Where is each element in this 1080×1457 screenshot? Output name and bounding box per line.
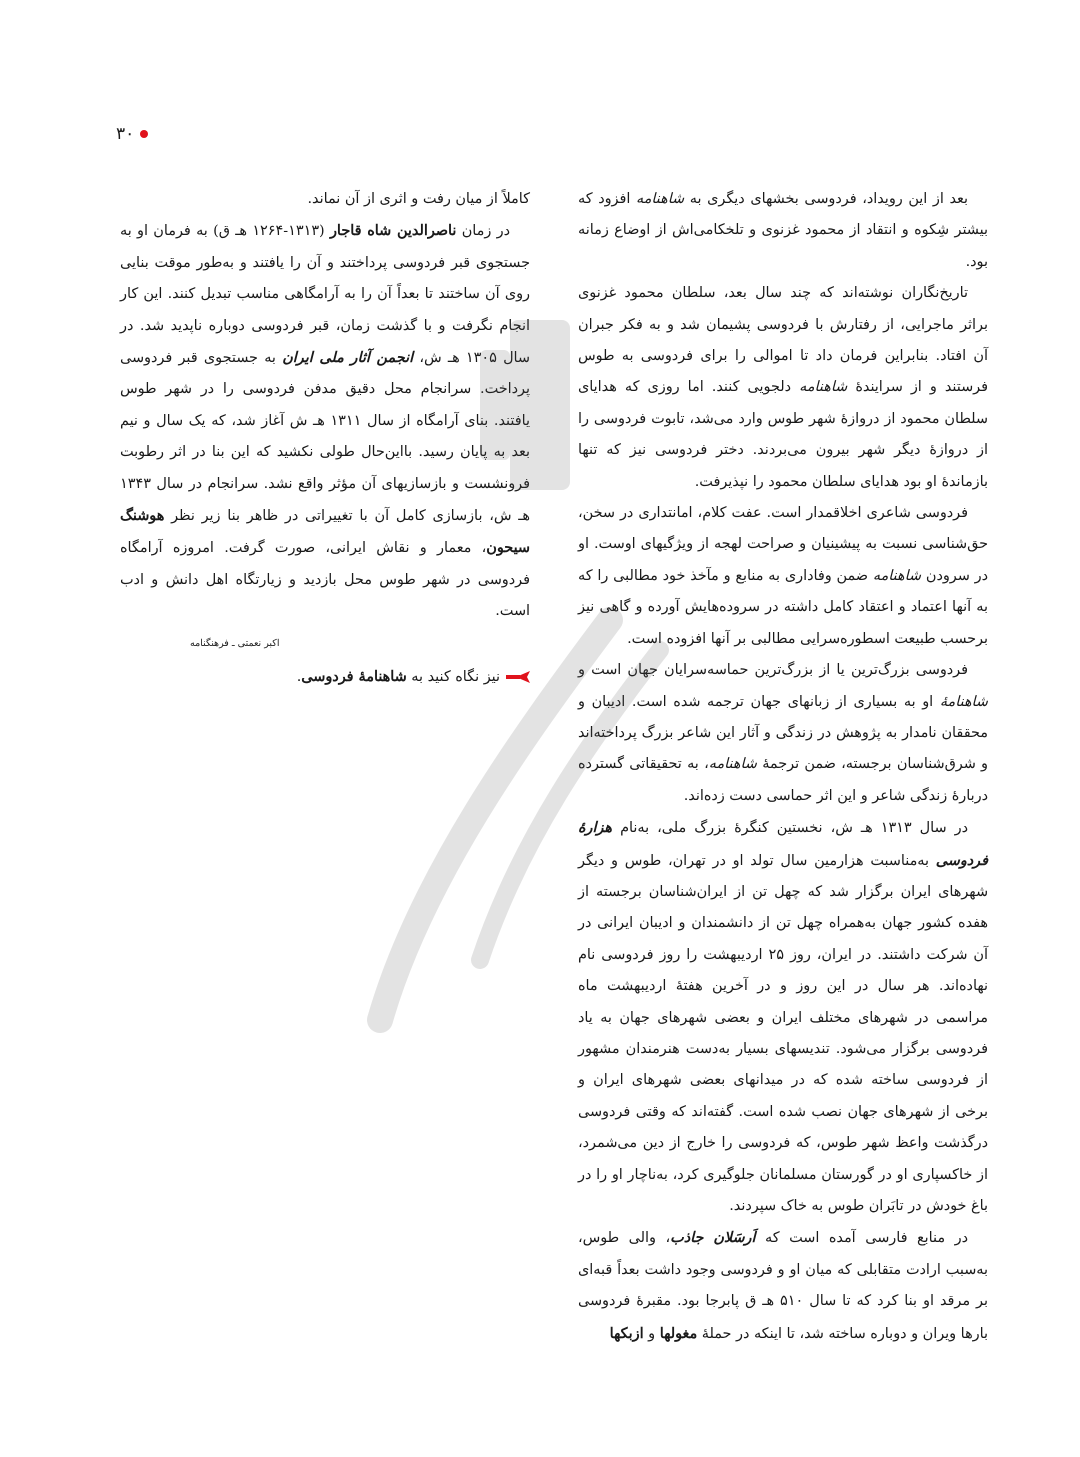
page-number-text: ۳۰ xyxy=(116,124,135,144)
paragraph: بعد از این رویداد، فردوسی بخشهای دیگری به شاهنامه افزود که بیشتر شِکوه و انتقاد از محمود غزنوی و تلخکامی‌اش از اوضاع زمانه بود. xyxy=(578,191,988,270)
page-number xyxy=(116,124,148,144)
paragraph: کاملاً از میان رفت و اثری از آن نماند. xyxy=(307,191,530,207)
red-dot-icon xyxy=(140,130,148,138)
paragraph: فردوسی شاعری اخلاقمدار است. عفت کلام، امانتداری در سخن، حق‌شناسی نسبت به پیشینیان و صراحت لهجه از ویژگیهای اوست. او در سرودن شاهنامه ضمن وفاداری به منابع و مآخذ خود مطالبی را که به آنها اعتماد و اعتقاد کامل داشته در سروده‌هایش آورده و گاهی نیز برحسب طبیعت اسطوره‌سرایی مطالبی بر آنها افزوده است. xyxy=(578,505,988,647)
left-column xyxy=(120,184,530,694)
paragraph: در منابع فارسی آمده است که اَرسَلان جاذب، والی طوس، به‌سبب ارادت متقابلی که میان او و فردوسی وجود داشت بعداً قبه‌ای بر مرقد او بنا کرد که تا سال ۵۱۰ هـ ق پابرجا بود. مقبرهٔ فردوسی بارها ویران و دوباره ساخته شد، تا اینکه در حملهٔ مغولها و ازبکها xyxy=(578,1229,988,1342)
paragraph: فردوسی بزرگ‌ترین یا از بزرگ‌ترین حماسه‌سرایان جهان است و شاهنامهٔ او به بسیاری از زبانهای جهان ترجمه شده است. ادیبان و محققان نامدار به پژوهش در زندگی و آثار این شاعر بزرگ پرداخته‌اند و شرق‌شناسان برجسته، ضمن ترجمهٔ شاهنامه، به تحقیقاتی گسترده دربارهٔ زندگی شاعر و این اثر حماسی دست زده‌اند. xyxy=(578,662,989,804)
see-also-text: نیز نگاه کنید به شاهنامهٔ فردوسی. xyxy=(296,668,500,686)
see-also-link[interactable]: شاهنامهٔ فردوسی xyxy=(301,668,407,686)
paragraph: تاریخ‌نگاران نوشته‌اند که چند سال بعد، سلطان محمود غزنوی براثر ماجرایی، از رفتارش با فردوسی پشیمان شد و به فکر جبران آن افتاد. بنابراین فرمان داد تا اموالی را برای فردوسی به طوس فرستند و از سرایندهٔ شاهنامه دلجویی کنند. اما روزی که هدایای سلطان محمود از دروازهٔ شهر طوس وارد می‌شد، تابوت فردوسی را از دروازهٔ دیگر شهر بیرون می‌بردند. دختر فردوسی نیز که تنها بازماندهٔ او بود هدایای سلطان محمود را نپذیرفت. xyxy=(578,285,988,490)
see-also xyxy=(120,661,530,693)
red-arrow-icon xyxy=(506,671,530,683)
paragraph: در زمان ناصرالدین شاه قاجار (۱۳۱۳-۱۲۶۴ هـ ق) به فرمان او به جستجوی قبر فردوسی پرداختند و آن را یافتند و به‌طور موقت بنایی روی آن ساختند تا بعداً آن را به آرامگاهی مناسب تبدیل کنند. این کار انجام نگرفت و با گذشت زمان، قبر فردوسی دوباره ناپدید شد. در سال ۱۳۰۵ هـ ش، انجمن آثار ملی ایران به جستجوی قبر فردوسی پرداخت. سرانجام محل دقیق مدفن فردوسی را در شهر طوس یافتند. بنای آرامگاه از سال ۱۳۱۱ هـ ش آغاز شد، که یک سال و نیم بعد به پایان رسید. بااین‌حال طولی نکشید که این بنا در اثر رطوبت فرونشست و بازسازیهای آن مؤثر واقع نشد. سرانجام در سال ۱۳۴۳ هـ ش، بازسازی کامل آن با تغییراتی در ظاهر بنا زیر نظر هوشنگ سیحون، معمار و نقاش ایرانی، صورت گرفت. امروزه آرامگاه فردوسی در شهر طوس محل بازدید و زیارتگاه اهل دانش و ادب است. xyxy=(120,222,530,620)
paragraph: در سال ۱۳۱۳ هـ ش، نخستین کنگرهٔ بزرگ ملی، به‌نام هزارهٔ فردوسی به‌مناسبت هزارمین سال تولد او در تهران، طوس و دیگر شهرهای ایران برگزار شد که چهل تن از ایران‌شناسان برجسته از هفده کشور جهان به‌همراه چهل تن از دانشمندان و ادیبان ایرانی در آن شرکت داشتند. در ایران، روز ۲۵ اردیبهشت را روز فردوسی نام نهاده‌اند. هر سال در این روز و در آخرین هفتهٔ اردیبهشت ماه مراسمی در شهرهای مختلف ایران و بعضی شهرهای جهان به یاد فردوسی برگزار می‌شود. تندیسهای بسیار به‌دست هنرمندان مشهور از فردوسی ساخته شده که در میدانهای بعضی شهرهای ایران و برخی از شهرهای جهان نصب شده است. گفته‌اند که وقتی فردوسی درگذشت واعظ شهر طوس، که فردوسی را خارج از دین می‌شمرد، از خاکسپاری او در گورستان مسلمانان جلوگیری کرد، به‌ناچار او را در باغ خودش در تابَران طوس به خاک سپردند. xyxy=(578,819,988,1214)
author-name: اکبر نعمتی ـ فرهنگنامه xyxy=(190,637,280,649)
right-column xyxy=(578,184,988,1350)
author-credit xyxy=(120,628,530,659)
